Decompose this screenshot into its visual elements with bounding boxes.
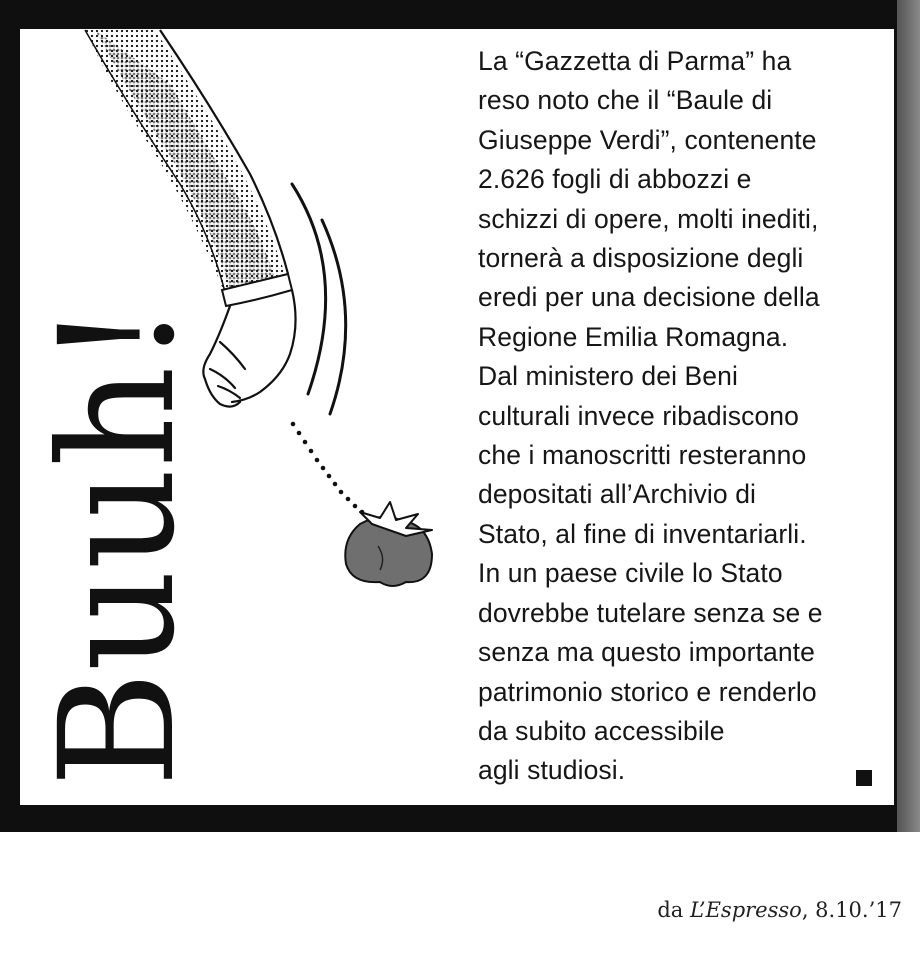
source-prefix: da (657, 898, 690, 922)
source-date: , 8.10.’17 (801, 898, 902, 922)
article-line: 2.626 fogli di abbozzi e (478, 164, 752, 195)
article-line: Dal ministero dei Beni (478, 361, 738, 392)
motion-lines-icon (292, 184, 346, 414)
article-line: tornerà a disposizione degli (478, 243, 804, 274)
article-line: reso noto che il “Baule di (478, 85, 773, 116)
end-square-icon (856, 770, 872, 786)
article-line: dovrebbe tutelare senza se e (478, 597, 823, 628)
source-publication: L’Espresso (690, 898, 802, 922)
article-line: da subito accessibile (478, 715, 725, 746)
article-line: culturali invece ribadiscono (478, 400, 799, 431)
article-line: Giuseppe Verdi”, contenente (478, 124, 817, 155)
trajectory-dots-icon (291, 422, 365, 515)
article-line: eredi per una decisione della (478, 282, 820, 313)
source-caption (657, 898, 902, 922)
article-line: In un paese civile lo Stato (478, 558, 783, 589)
sleeve-icon (85, 30, 288, 294)
scan-edge-shadow (897, 0, 920, 832)
article-line: La “Gazzetta di Parma” ha (478, 46, 792, 76)
article-line: che i manoscritti resteranno (478, 440, 807, 471)
article-line: patrimonio storico e renderlo (478, 676, 817, 707)
tomato-icon (345, 502, 432, 586)
hand-icon (203, 290, 295, 407)
article-line: senza ma questo importante (478, 637, 815, 668)
article-line: Regione Emilia Romagna. (478, 321, 789, 352)
article-line: schizzi di opere, molti inediti, (478, 203, 819, 234)
article-line: agli studiosi. (478, 755, 626, 786)
article-line: depositati all’Archivio di (478, 479, 757, 510)
article-line: Stato, al fine di inventariarli. (478, 518, 807, 549)
page-title: Buuh! (26, 302, 210, 788)
hand-throwing-tomato-icon (60, 24, 480, 604)
article-text (478, 42, 878, 791)
